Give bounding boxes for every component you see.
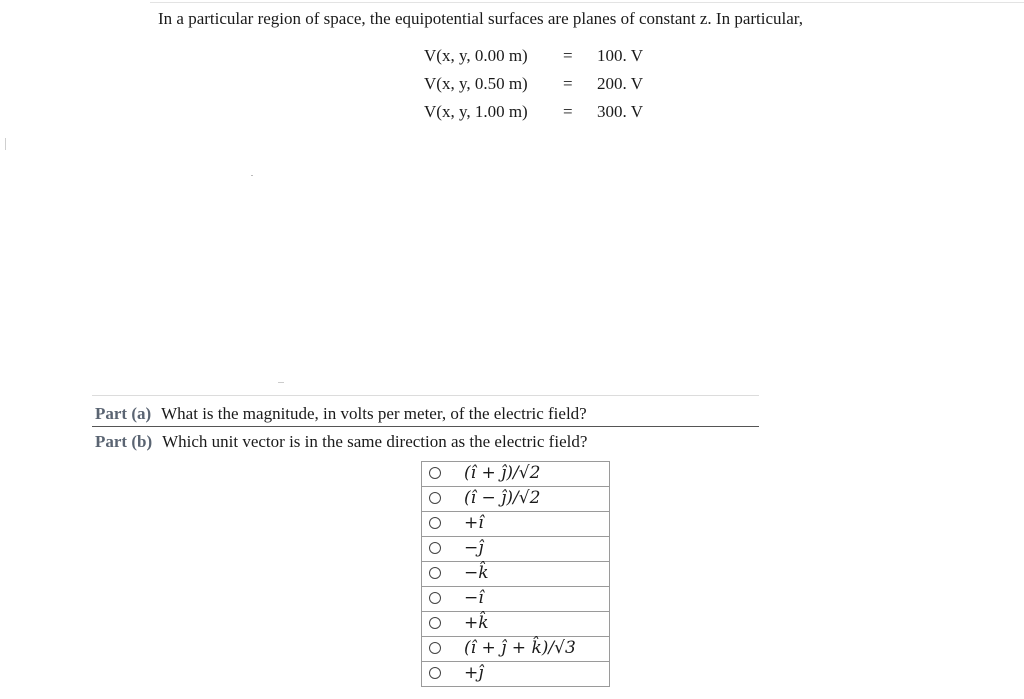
equals-sign: =	[563, 74, 573, 93]
part-b-question[interactable]	[95, 432, 587, 452]
part-b-text: Which unit vector is in the same direction as the electric field?	[162, 432, 588, 451]
radio-button[interactable]	[429, 542, 441, 554]
option-label: +î	[464, 513, 484, 533]
part-a-question[interactable]	[95, 404, 587, 424]
radio-button[interactable]	[429, 642, 441, 654]
radio-button[interactable]	[429, 517, 441, 529]
answer-option[interactable]	[422, 612, 609, 637]
radio-button[interactable]	[429, 592, 441, 604]
radio-button[interactable]	[429, 567, 441, 579]
stray-mark	[278, 382, 284, 383]
option-label: (î − ĵ)/√2	[464, 488, 541, 508]
answer-option[interactable]	[422, 462, 609, 487]
option-label: +ĵ	[464, 663, 484, 683]
part-b-label: Part (b)	[95, 432, 153, 451]
radio-button[interactable]	[429, 492, 441, 504]
stray-mark	[251, 175, 253, 176]
answer-option[interactable]	[422, 562, 609, 587]
option-label: (î + ĵ)/√2	[464, 463, 541, 483]
equation-rhs: 300. V	[597, 102, 643, 121]
equation-lhs: V(x, y, 0.00 m)	[424, 46, 528, 65]
radio-button[interactable]	[429, 467, 441, 479]
radio-button[interactable]	[429, 667, 441, 679]
part-divider-top	[92, 395, 759, 396]
answer-option[interactable]	[422, 487, 609, 512]
option-label: +k̂	[464, 613, 489, 633]
option-label: −î	[464, 588, 484, 608]
left-edge-mark	[5, 138, 6, 150]
top-divider	[150, 2, 1024, 3]
option-label: −ĵ	[464, 538, 484, 558]
option-label: (î + ĵ + k̂)/√3	[464, 638, 576, 658]
equation-rhs: 100. V	[597, 46, 643, 65]
radio-button[interactable]	[429, 617, 441, 629]
equation-lhs: V(x, y, 0.50 m)	[424, 74, 528, 93]
option-label: −k̂	[464, 563, 489, 583]
part-a-label: Part (a)	[95, 404, 152, 423]
equation-lhs: V(x, y, 1.00 m)	[424, 102, 528, 121]
answer-option[interactable]	[422, 512, 609, 537]
equals-sign: =	[563, 46, 573, 65]
problem-intro: In a particular region of space, the equipotential surfaces are planes of constant z. In particular,	[158, 9, 804, 28]
part-divider	[92, 426, 759, 427]
answer-options	[421, 461, 610, 687]
equals-sign: =	[563, 102, 573, 121]
answer-option[interactable]	[422, 637, 609, 662]
answer-option[interactable]	[422, 587, 609, 612]
part-a-text: What is the magnitude, in volts per meter, of the electric field?	[161, 404, 587, 423]
answer-option[interactable]	[422, 537, 609, 562]
equation-rhs: 200. V	[597, 74, 643, 93]
answer-option[interactable]	[422, 662, 609, 686]
